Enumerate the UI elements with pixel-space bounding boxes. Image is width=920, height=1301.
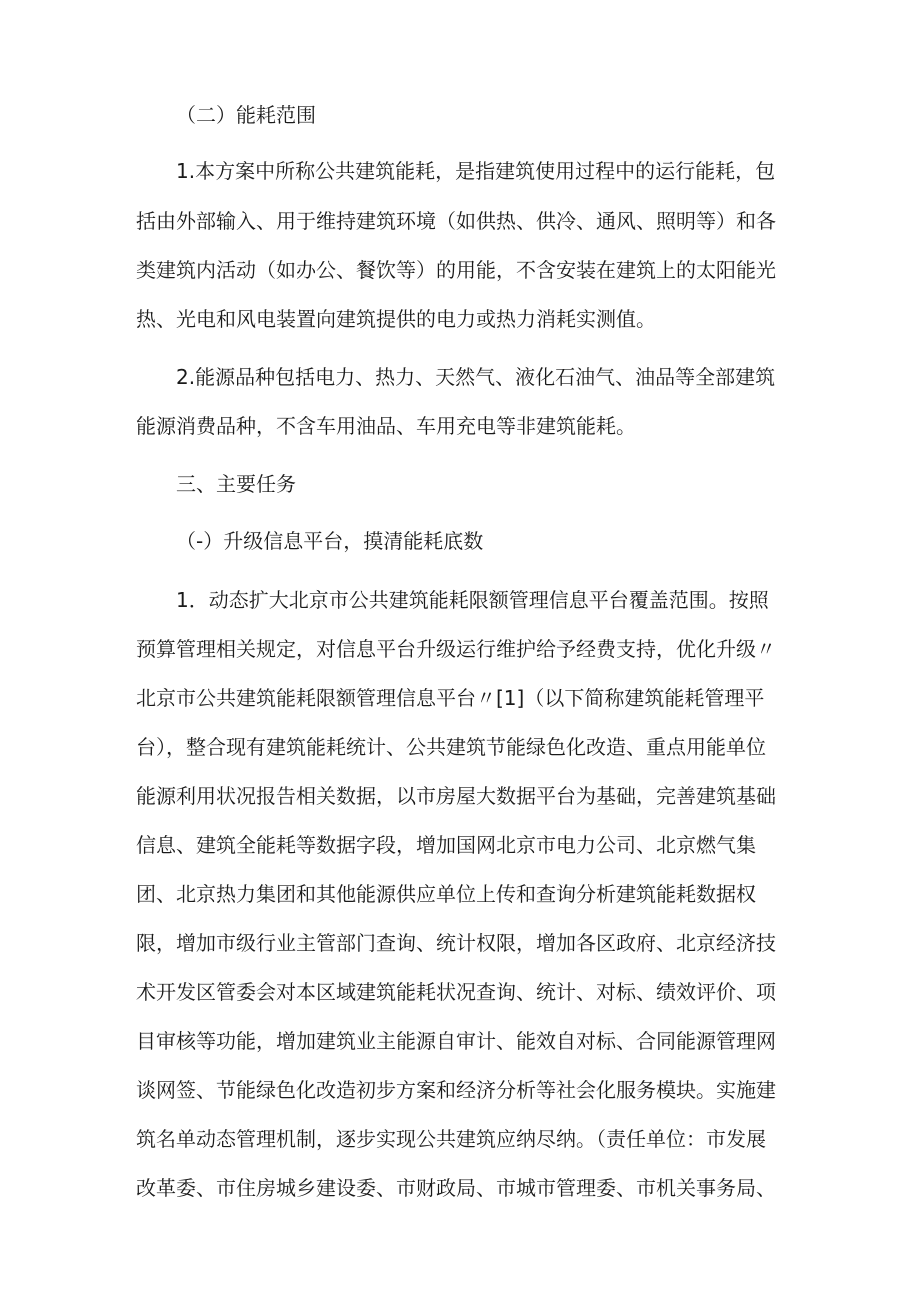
paragraph-line: 1.本方案中所称公共建筑能耗，是指建筑使用过程中的运行能耗，包 [176, 159, 776, 183]
paragraph-line: 预算管理相关规定，对信息平台升级运行维护给予经费支持，优化升级〃 [136, 637, 776, 661]
paragraph-line: 类建筑内活动（如办公、餐饮等）的用能，不含安装在建筑上的太阳能光 [136, 258, 776, 282]
chapter-heading-main-tasks: 三、主要任务 [176, 472, 296, 496]
paragraph-line: 团、北京热力集团和其他能源供应单位上传和查询分析建筑能耗数据权 [136, 882, 756, 906]
paragraph-line: 能源利用状况报告相关数据，以市房屋大数据平台为基础，完善建筑基础 [136, 784, 776, 808]
paragraph-line: 能源消费品种，不含车用油品、车用充电等非建筑能耗。 [136, 414, 636, 438]
paragraph-line: 谈网签、节能绿色化改造初步方案和经济分析等社会化服务模块。实施建 [136, 1078, 776, 1102]
paragraph-line: 台），整合现有建筑能耗统计、公共建筑节能绿色化改造、重点用能单位 [136, 735, 766, 759]
paragraph-line: 北京市公共建筑能耗限额管理信息平台〃[1]（以下简称建筑能耗管理平 [136, 686, 765, 710]
paragraph-line: 术开发区管委会对本区域建筑能耗状况查询、统计、对标、绩效评价、项 [136, 980, 776, 1004]
subsection-heading-upgrade-platform: （-）升级信息平台，摸清能耗底数 [176, 529, 484, 553]
paragraph-line: 1．动态扩大北京市公共建筑能耗限额管理信息平台覆盖范围。按照 [176, 588, 769, 612]
paragraph-line: 限，增加市级行业主管部门查询、统计权限，增加各区政府、北京经济技 [136, 931, 776, 955]
paragraph-line: 目审核等功能，增加建筑业主能源自审计、能效自对标、合同能源管理网 [136, 1029, 776, 1053]
paragraph-line: 2.能源品种包括电力、热力、天然气、液化石油气、油品等全部建筑 [176, 365, 776, 389]
paragraph-line: 改革委、市住房城乡建设委、市财政局、市城市管理委、市机关事务局、 [136, 1176, 776, 1200]
paragraph-line: 信息、建筑全能耗等数据字段，增加国网北京市电力公司、北京燃气集 [136, 833, 756, 857]
paragraph-line: 括由外部输入、用于维持建筑环境（如供热、供冷、通风、照明等）和各 [136, 209, 776, 233]
paragraph-line: 热、光电和风电装置向建筑提供的电力或热力消耗实测值。 [136, 307, 656, 331]
paragraph-line: 筑名单动态管理机制，逐步实现公共建筑应纳尽纳。（责任单位：市发展 [136, 1127, 766, 1151]
section-heading-energy-scope: （二）能耗范围 [176, 103, 316, 127]
